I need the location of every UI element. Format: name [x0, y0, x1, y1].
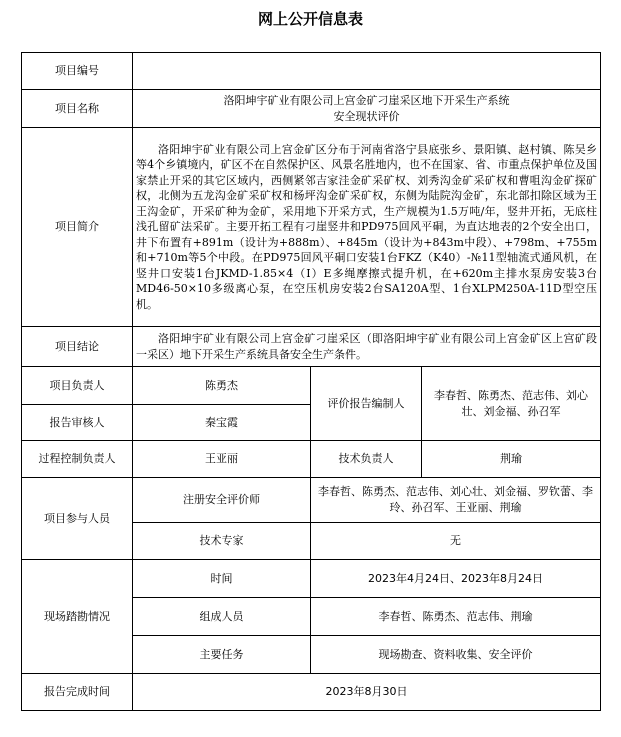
survey-time-value: 2023年4月24日、2023年8月24日 [311, 560, 601, 598]
survey-members-label: 组成人员 [133, 598, 311, 636]
project-intro-label: 项目简介 [22, 128, 133, 327]
report-compilers-label: 评价报告编制人 [311, 367, 422, 441]
row-project-leader [22, 367, 601, 405]
project-leader-value: 陈勇杰 [133, 367, 311, 405]
project-intro-value: 洛阳坤宇矿业有限公司上宫金矿区分布于河南省洛宁县底张乡、景阳镇、赵村镇、陈吴乡等4个乡镇境内，矿区不在自然保护区、风景名胜地内，也不在国家、省、市重点保护单位及国家禁止开采的其它区域内，西侧紧邻吉家洼金矿采矿权、刘秀沟金矿采矿权和曹咀沟金矿探矿权，北侧为五龙沟金矿采矿权和杨坪沟金矿采矿权，东侧为陆院沟金矿，东北部扣除区域为王王沟金矿，开采矿种为金矿，采用地下开采方式，生产规模为1.5万吨/年，竖井开拓，无底柱浅孔留矿法采矿。主要开拓工程有刁崖竖井和PD975回风平硐，为直达地表的2个安全出口，井下布置有+891m（设计为+888m）、+845m（设计为+843m中段）、+798m、+755m和+710m等5个中段。在PD975回风平硐口安装1台FKZ（K40）-№11型轴流式通风机，在竖井口安装1台JKMD-1.85×4（Ⅰ）E多绳摩擦式提升机，在+620m主排水泵房安装3台MD46-50×10多级离心泵，在空压机房安装2台SA120A型、1台XLPM250A-11D型空压机。 [133, 128, 601, 327]
participants-label: 项目参与人员 [22, 478, 133, 560]
survey-members-value: 李春哲、陈勇杰、范志伟、荆瑜 [311, 598, 601, 636]
process-control-label: 过程控制负责人 [22, 441, 133, 478]
tech-leader-label: 技术负责人 [311, 441, 422, 478]
row-project-intro [22, 128, 601, 327]
row-project-conclusion [22, 327, 601, 367]
survey-time-label: 时间 [133, 560, 311, 598]
row-process-control [22, 441, 601, 478]
site-survey-label: 现场踏勘情况 [22, 560, 133, 674]
process-control-value: 王亚丽 [133, 441, 311, 478]
registered-assessors-value: 李春哲、陈勇杰、范志伟、刘心壮、刘金福、罗钦蕾、李玲、孙召军、王亚丽、荆瑜 [311, 478, 601, 523]
page-title: 网上公开信息表 [257, 10, 363, 28]
completion-time-label: 报告完成时间 [22, 674, 133, 711]
project-conclusion-value: 洛阳坤宇矿业有限公司上宫金矿刁崖采区（即洛阳坤宇矿业有限公司上宫金矿区上宫矿段一采区）地下开采生产系统具备安全生产条件。 [133, 327, 601, 367]
survey-tasks-label: 主要任务 [133, 636, 311, 674]
project-number-value [133, 53, 601, 90]
project-name-value [133, 90, 601, 128]
info-table [21, 52, 601, 711]
row-survey-time [22, 560, 601, 598]
project-number-label: 项目编号 [22, 53, 133, 90]
survey-tasks-value: 现场勘查、资料收集、安全评价 [311, 636, 601, 674]
project-name-line2: 安全现状评价 [333, 109, 400, 123]
report-reviewer-label: 报告审核人 [22, 405, 133, 441]
tech-expert-label: 技术专家 [133, 523, 311, 560]
row-project-name [22, 90, 601, 128]
completion-time-value: 2023年8月30日 [133, 674, 601, 711]
project-name-line1: 洛阳坤宇矿业有限公司上宫金矿刁崖采区地下开采生产系统 [223, 93, 510, 107]
report-reviewer-value: 秦宝霞 [133, 405, 311, 441]
project-conclusion-label: 项目结论 [22, 327, 133, 367]
report-compilers-value: 李春哲、陈勇杰、范志伟、刘心壮、刘金福、孙召军 [422, 367, 601, 441]
project-name-label: 项目名称 [22, 90, 133, 128]
row-registered-assessors [22, 478, 601, 523]
registered-assessors-label: 注册安全评价师 [133, 478, 311, 523]
tech-expert-value: 无 [311, 523, 601, 560]
row-completion-time [22, 674, 601, 711]
project-leader-label: 项目负责人 [22, 367, 133, 405]
row-project-number [22, 53, 601, 90]
tech-leader-value: 荆瑜 [422, 441, 601, 478]
